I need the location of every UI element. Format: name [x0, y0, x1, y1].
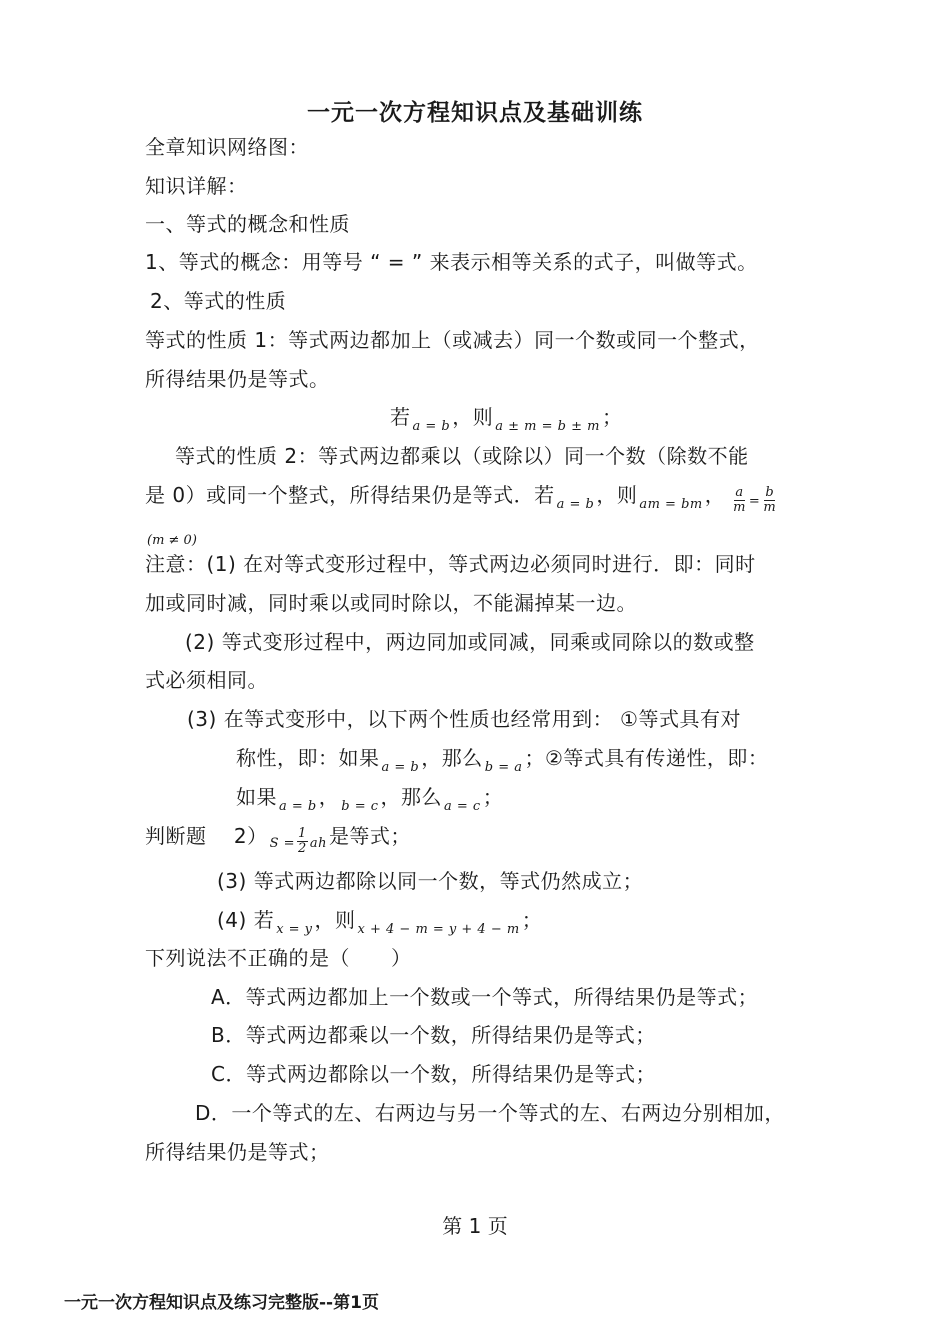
note-3-line-2: 称性，即：如果 $_{a = b}$ ，那么 $_{b = a}$ ；②等式具有传递性，即： — [236, 746, 769, 775]
fraction-b-over-m: $\frac{b}{m}$ — [763, 485, 777, 515]
property-1-formula: 若 $_{a = b}$ ，则 $_{a \pm m = b \pm m}$ ； — [390, 405, 623, 434]
note-2-line-2: 式必须相同。 — [145, 668, 268, 692]
property-1-line-2: 所得结果仍是等式。 — [145, 367, 330, 391]
nonzero-condition: (m ≠ 0) — [147, 533, 197, 548]
property-2-line-1: 等式的性质 2：等式两边都乘以（或除以）同一个数（除数不能 — [175, 444, 749, 468]
option-b: B．等式两边都乘以一个数，所得结果仍是等式； — [211, 1023, 656, 1047]
fraction-a-over-m: $\frac{a}{m}$ — [733, 485, 746, 515]
judgment-question-4: (4) 若 $_{x = y}$ ，则 $_{x + 4 - m = y + 4 - m}$ ； — [217, 908, 543, 937]
property-2-line-2: 是 0）或同一个整式，所得结果仍是等式．若 $_{a = b}$ ，则 $_{am = bm}$ ， $\frac{a}{m}$ = $\frac{b}{m}$ — [145, 483, 777, 515]
option-d-line-2: 所得结果仍是等式； — [145, 1140, 330, 1164]
page-number: 第 1 页 — [442, 1214, 508, 1238]
fraction-one-half: $\frac{1}{2}$ — [298, 826, 307, 856]
document-title: 一元一次方程知识点及基础训练 — [307, 100, 643, 126]
network-diagram-heading: 全章知识网络图： — [145, 135, 309, 159]
equation-concept: 1、等式的概念：用等号 “ = ” 来表示相等关系的式子，叫做等式。 — [145, 250, 758, 274]
option-d-line-1: D．一个等式的左、右两边与另一个等式的左、右两边分别相加， — [195, 1101, 785, 1125]
note-1-line-2: 加或同时减，同时乘以或同时除以，不能漏掉某一边。 — [145, 591, 637, 615]
document-footer: 一元一次方程知识点及练习完整版--第1页 — [64, 1293, 379, 1313]
choice-question-stem: 下列说法不正确的是（ ） — [145, 946, 412, 970]
property-1-line-1: 等式的性质 1：等式两边都加上（或减去）同一个数或同一个整式， — [145, 328, 760, 352]
subsection-heading: 2、等式的性质 — [150, 289, 287, 313]
note-1-line-1: 注意：(1) 在对等式变形过程中，等式两边必须同时进行．即：同时 — [145, 552, 756, 576]
section-heading: 一、等式的概念和性质 — [145, 212, 350, 236]
judgment-question-3: (3) 等式两边都除以同一个数，等式仍然成立； — [217, 869, 644, 893]
option-a: A．等式两边都加上一个数或一个等式，所得结果仍是等式； — [211, 985, 759, 1009]
note-2-line-1: (2) 等式变形过程中，两边同加或同减，同乘或同除以的数或整 — [185, 630, 755, 654]
note-3-line-1: (3) 在等式变形中，以下两个性质也经常用到： ①等式具有对 — [187, 707, 741, 731]
note-3-line-3: 如果 $_{a = b}$ ， $_{b = c}$ ，那么 $_{a = c}$ ； — [236, 785, 504, 814]
knowledge-detail-heading: 知识详解： — [145, 174, 248, 198]
option-c: C．等式两边都除以一个数，所得结果仍是等式； — [211, 1062, 656, 1086]
judgment-question-2: 判断题 2） $_{S =}$ $\frac{1}{2}$ $_{ah}$ 是等式； — [145, 824, 411, 856]
